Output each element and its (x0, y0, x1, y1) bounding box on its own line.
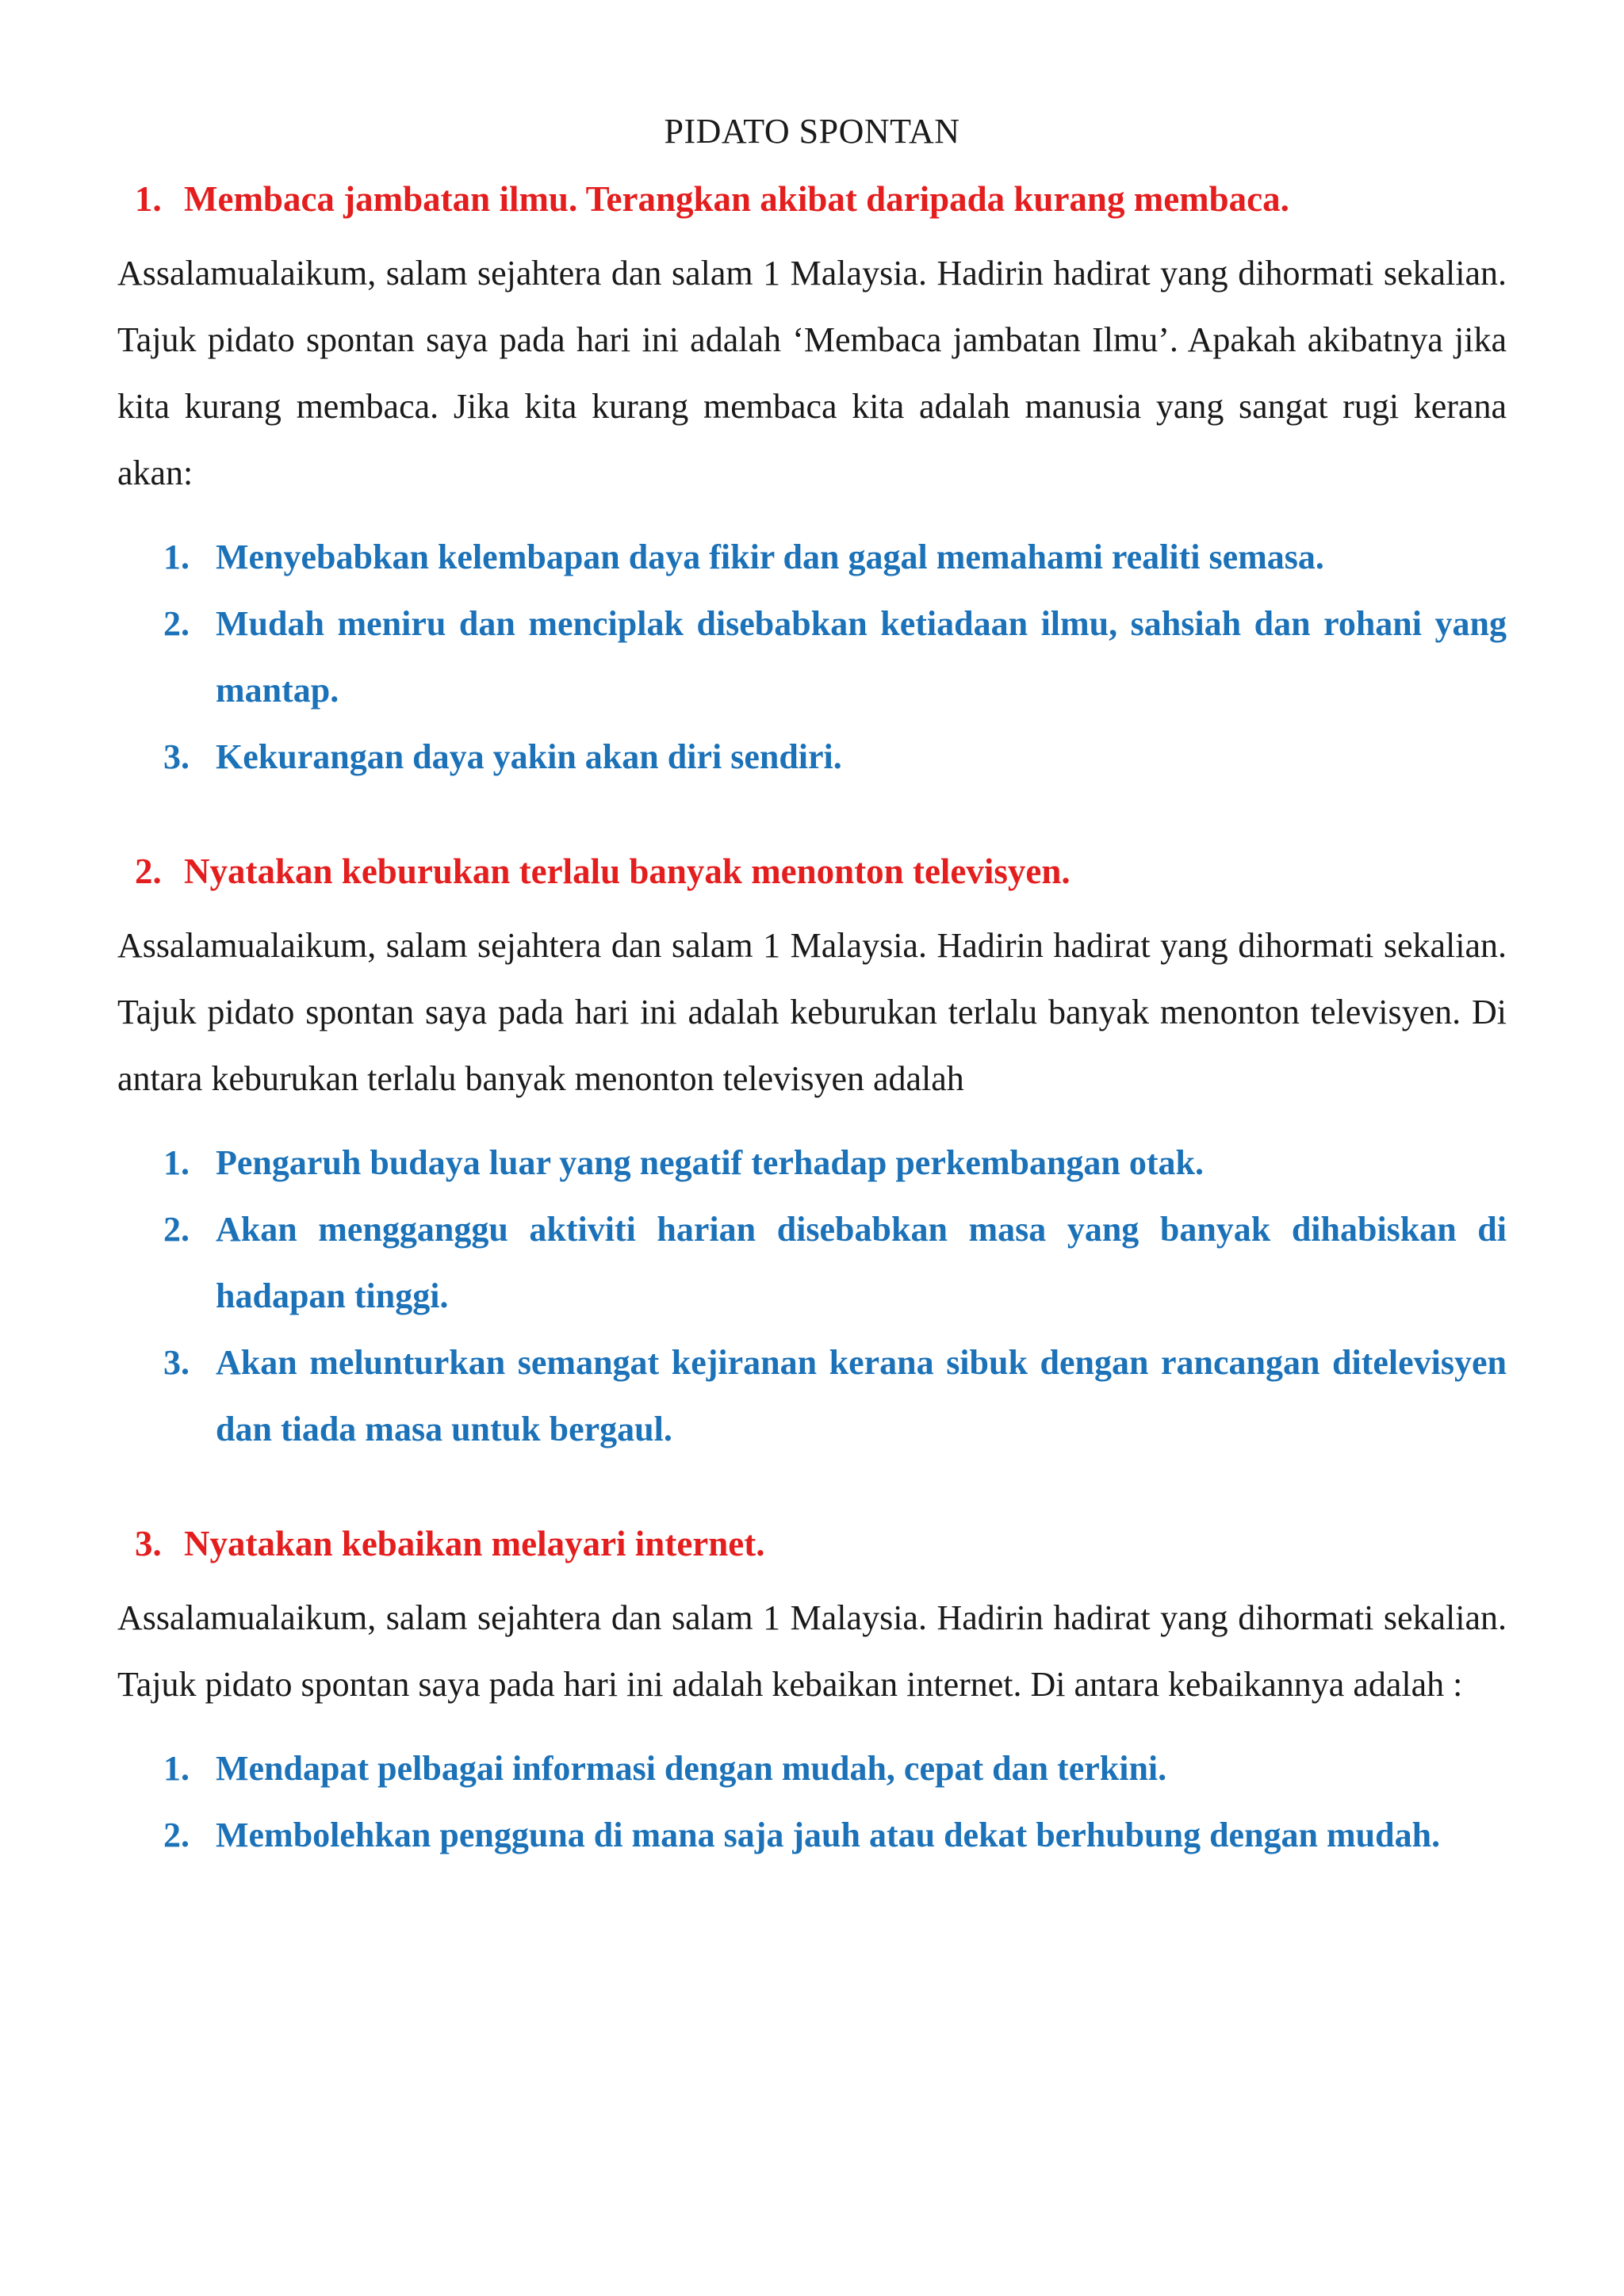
point-item (117, 524, 1507, 591)
point-number: 2. (163, 604, 190, 643)
points-list (117, 1735, 1507, 1869)
point-number: 1. (163, 538, 190, 576)
point-text: Membolehkan pengguna di mana saja jauh atau dekat berhubung dengan mudah. (216, 1816, 1441, 1854)
point-text: Kekurangan daya yakin akan diri sendiri. (216, 737, 842, 776)
point-item (117, 1735, 1507, 1802)
point-number: 3. (163, 737, 190, 776)
point-number: 1. (163, 1749, 190, 1788)
speech-paragraph: Assalamualaikum, salam sejahtera dan salam 1 Malaysia. Hadirin hadirat yang dihormati sekalian. Tajuk pidato spontan saya pada hari ini adalah keburukan terlalu banyak menonton televisyen. Di antara keburukan terlalu banyak menonton televisyen adalah (117, 926, 1507, 1098)
question-text: Nyatakan kebaikan melayari internet. (184, 1524, 765, 1563)
speech-section-1 (117, 178, 1507, 790)
speech-paragraph: Assalamualaikum, salam sejahtera dan salam 1 Malaysia. Hadirin hadirat yang dihormati sekalian. Tajuk pidato spontan saya pada hari ini adalah ‘Membaca jambatan Ilmu’. Apakah akibatnya jika kita kurang membaca. Jika kita kurang membaca kita adalah manusia yang sangat rugi kerana akan: (117, 254, 1507, 492)
speech-section-3 (117, 1523, 1507, 1869)
points-list (117, 1130, 1507, 1463)
point-item (117, 1802, 1507, 1869)
point-text: Mudah meniru dan menciplak disebabkan ketiadaan ilmu, sahsiah dan rohani yang mantap. (216, 604, 1507, 710)
question-number: 1. (135, 179, 162, 219)
speech-paragraph: Assalamualaikum, salam sejahtera dan salam 1 Malaysia. Hadirin hadirat yang dihormati sekalian. Tajuk pidato spontan saya pada hari ini adalah kebaikan internet. Di antara kebaikannya adalah : (117, 1598, 1507, 1704)
point-text: Pengaruh budaya luar yang negatif terhadap perkembangan otak. (216, 1143, 1205, 1182)
question-heading (117, 1523, 1507, 1564)
question-text: Nyatakan keburukan terlalu banyak menonton televisyen. (184, 851, 1071, 891)
question-heading (117, 178, 1507, 220)
points-list (117, 524, 1507, 790)
point-number: 3. (163, 1343, 190, 1382)
point-item (117, 1130, 1507, 1196)
point-text: Akan melunturkan semangat kejiranan kerana sibuk dengan rancangan ditelevisyen dan tiada masa untuk bergaul. (216, 1343, 1507, 1448)
point-text: Mendapat pelbagai informasi dengan mudah, cepat dan terkini. (216, 1749, 1167, 1788)
point-text: Akan mengganggu aktiviti harian disebabkan masa yang banyak dihabiskan di hadapan tinggi. (216, 1210, 1507, 1315)
question-text: Membaca jambatan ilmu. Terangkan akibat daripada kurang membaca. (184, 179, 1289, 219)
question-number: 2. (135, 851, 162, 891)
speech-section-2 (117, 851, 1507, 1463)
question-heading (117, 851, 1507, 892)
point-item (117, 1196, 1507, 1330)
point-item (117, 1330, 1507, 1463)
point-number: 2. (163, 1210, 190, 1249)
point-item (117, 591, 1507, 724)
point-number: 1. (163, 1143, 190, 1182)
point-item (117, 724, 1507, 790)
point-text: Menyebabkan kelembapan daya fikir dan gagal memahami realiti semasa. (216, 538, 1324, 576)
page-title: PIDATO SPONTAN (664, 112, 960, 151)
question-number: 3. (135, 1524, 162, 1563)
point-number: 2. (163, 1816, 190, 1854)
